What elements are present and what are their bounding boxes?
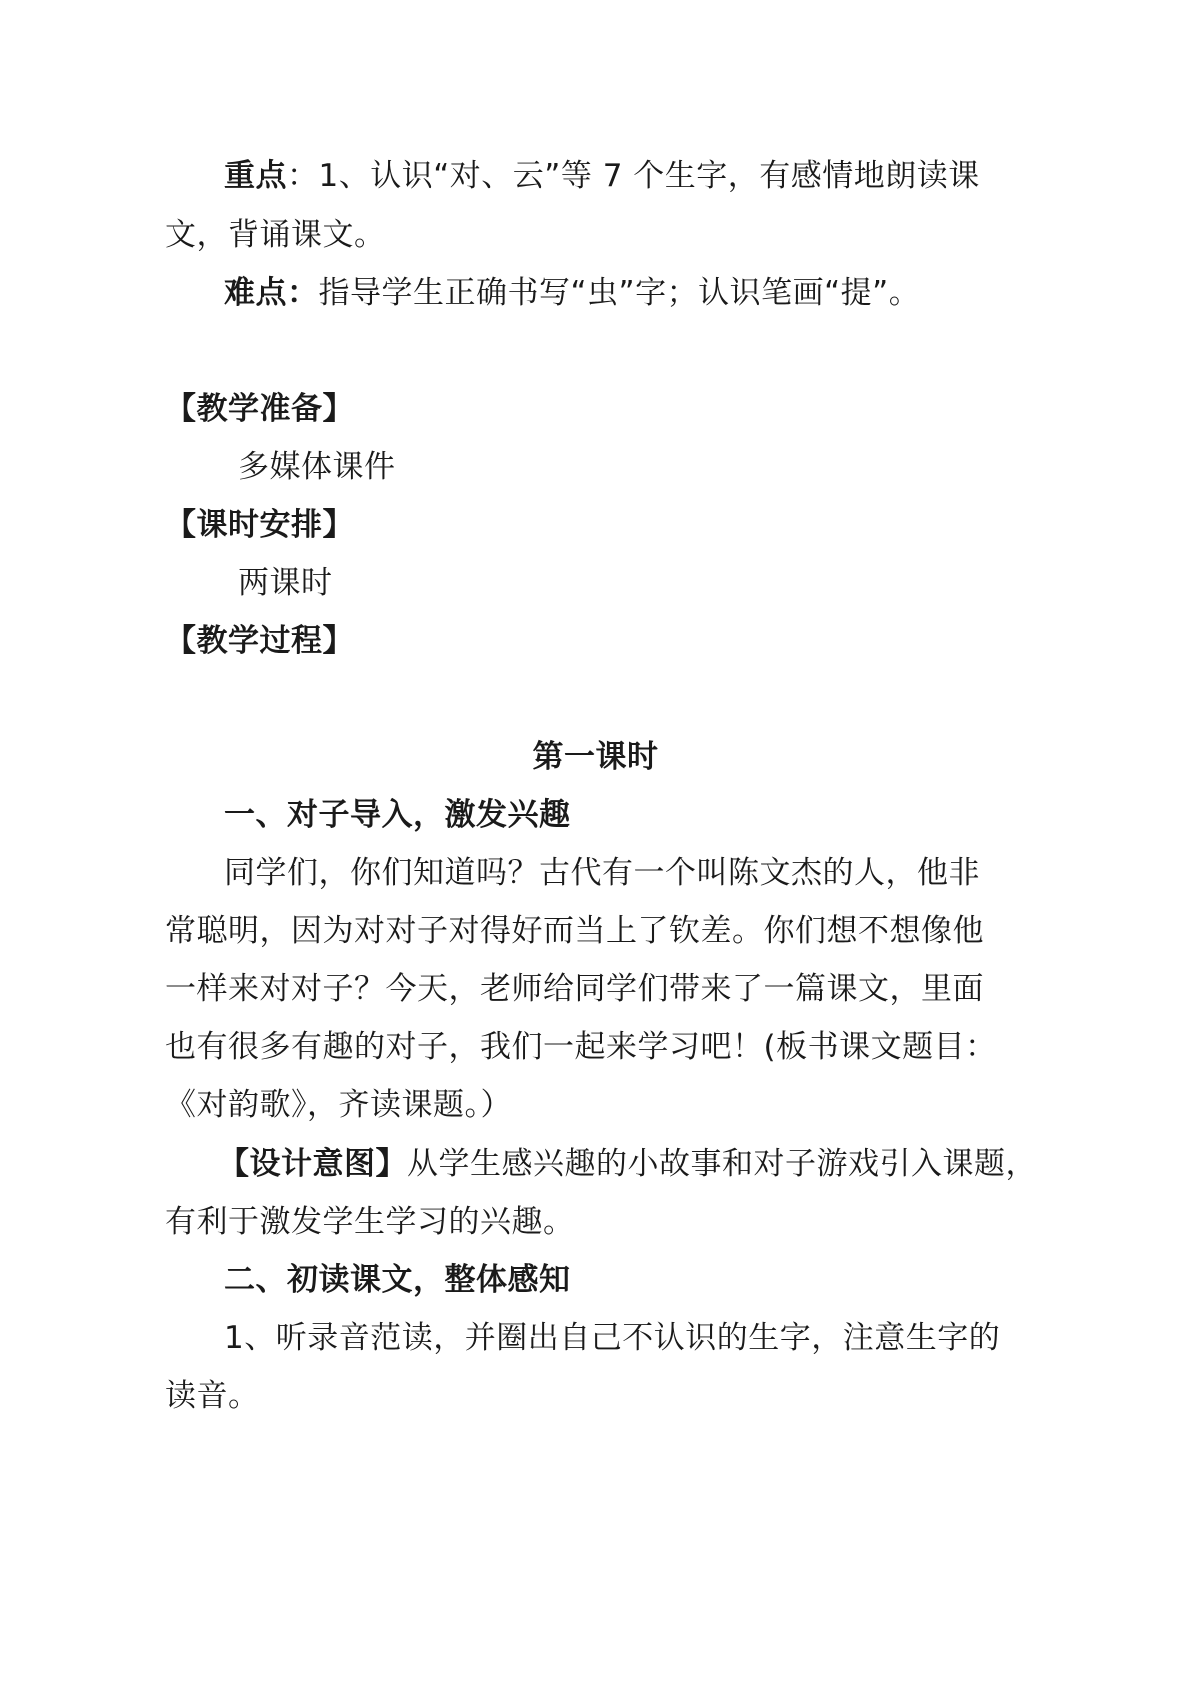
key-points-label: 重点: [224, 158, 287, 194]
section-2-item-1-line-2: 读音。: [165, 1378, 260, 1414]
process-heading: 【教学过程】: [165, 623, 354, 659]
design-intent-label: 【设计意图】: [218, 1146, 407, 1182]
lesson-title: 第一课时: [532, 739, 659, 775]
section-1-paragraph-line: 常聪明，因为对对子对得好而当上了钦差。你们想不想像他: [165, 913, 984, 949]
difficulties-label: 难点：: [224, 275, 319, 311]
preparation-content: 多媒体课件: [238, 449, 396, 485]
section-1-paragraph-line: 《对韵歌》，齐读课题。）: [165, 1087, 512, 1123]
key-points-text: ：1、认识“对、云”等 7 个生字，有感情地朗读课: [287, 158, 980, 194]
key-points-line-1: [224, 156, 980, 196]
schedule-heading: 【课时安排】: [165, 507, 354, 543]
section-1-paragraph-line: 也有很多有趣的对子，我们一起来学习吧！(板书课文题目：: [165, 1029, 997, 1065]
section-2-item-1-line-1: 1、听录音范读，并圈出自己不认识的生字，注意生字的: [224, 1320, 1001, 1356]
design-intent-text: 从学生感兴趣的小故事和对子游戏引入课题，: [407, 1146, 1037, 1182]
key-points-line-2: 文，背诵课文。: [165, 217, 386, 253]
preparation-heading: 【教学准备】: [165, 391, 354, 427]
design-intent-line-2: 有利于激发学生学习的兴趣。: [165, 1204, 575, 1240]
difficulties-text: 指导学生正确书写“虫”字；认识笔画“提”。: [318, 275, 921, 311]
section-1-paragraph-line: 同学们，你们知道吗？古代有一个叫陈文杰的人，他非: [224, 855, 980, 891]
schedule-content: 两课时: [238, 565, 333, 601]
difficulties-line: [224, 273, 920, 313]
section-1-heading: 一、对子导入，激发兴趣: [224, 797, 571, 833]
section-2-heading: 二、初读课文，整体感知: [224, 1262, 571, 1298]
section-1-paragraph-line: 一样来对对子？今天，老师给同学们带来了一篇课文，里面: [165, 971, 984, 1007]
design-intent-line-1: [218, 1144, 1037, 1184]
